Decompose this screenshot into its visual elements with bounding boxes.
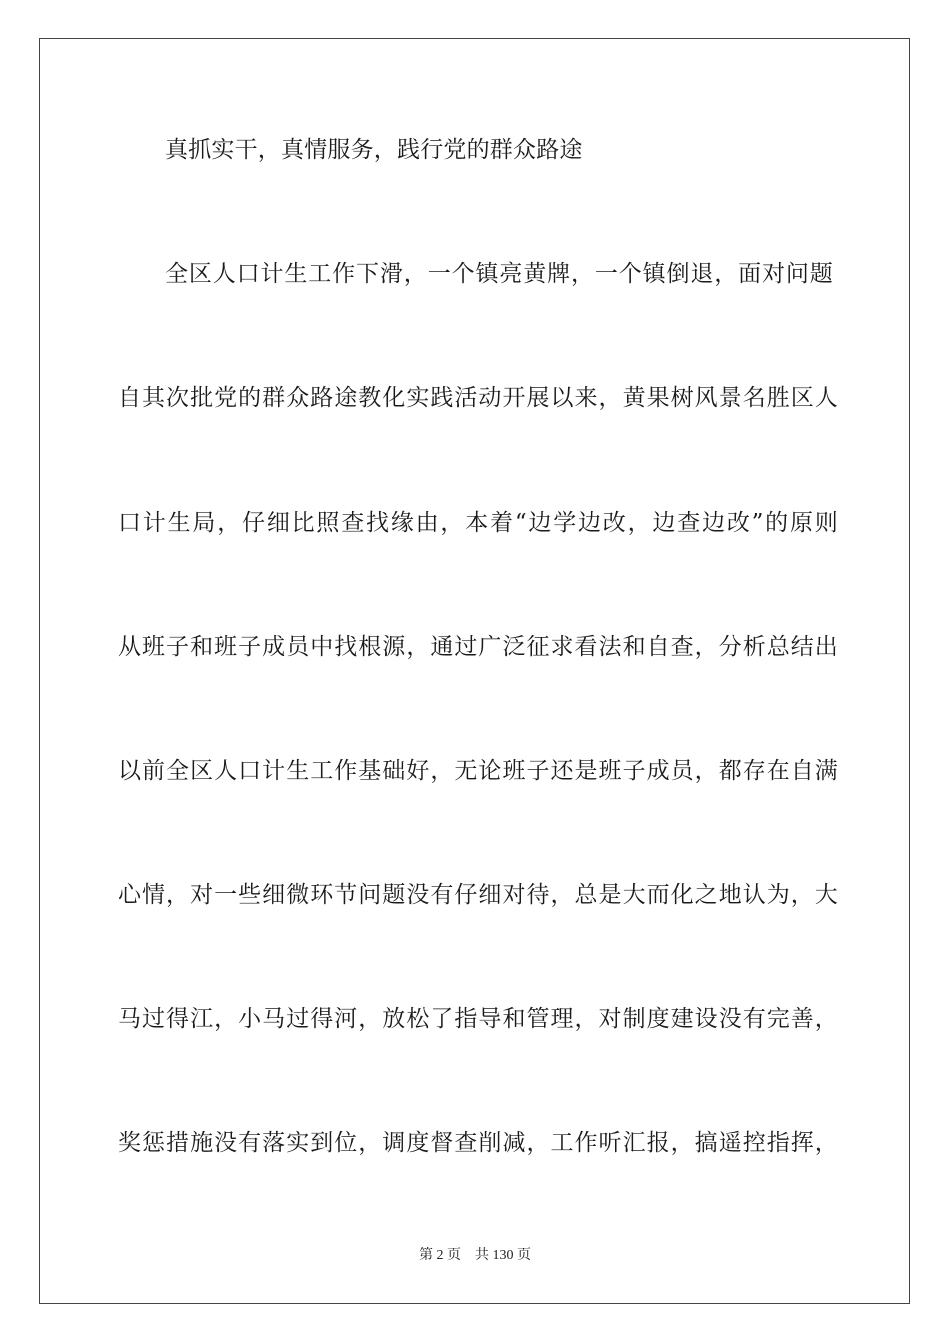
paragraph-line: 全区人口计生工作下滑，一个镇亮黄牌，一个镇倒退，面对问题 xyxy=(165,261,833,287)
paragraph-line: 奖惩措施没有落实到位，调度督查削减，工作听汇报，搞遥控指挥， xyxy=(118,1130,838,1156)
paragraph-line: 自其次批党的群众路途教化实践活动开展以来，黄果树风景名胜区人 xyxy=(118,385,838,411)
document-title: 真抓实干，真情服务，践行党的群众路途 xyxy=(165,137,583,163)
paragraph-line: 从班子和班子成员中找根源，通过广泛征求看法和自查，分析总结出 xyxy=(118,634,838,660)
paragraph-line: 以前全区人口计生工作基础好，无论班子还是班子成员，都存在自满 xyxy=(118,758,838,784)
paragraph-line: 口计生局，仔细比照查找缘由，本着“边学边改，边查边改”的原则 xyxy=(118,510,838,536)
paragraph-line: 马过得江，小马过得河，放松了指导和管理，对制度建设没有完善， xyxy=(118,1006,838,1032)
page-border xyxy=(39,38,910,1304)
paragraph-line: 心情，对一些细微环节问题没有仔细对待，总是大而化之地认为，大 xyxy=(118,882,838,908)
page-number-footer: 第 2 页 共 130 页 xyxy=(419,1248,531,1263)
